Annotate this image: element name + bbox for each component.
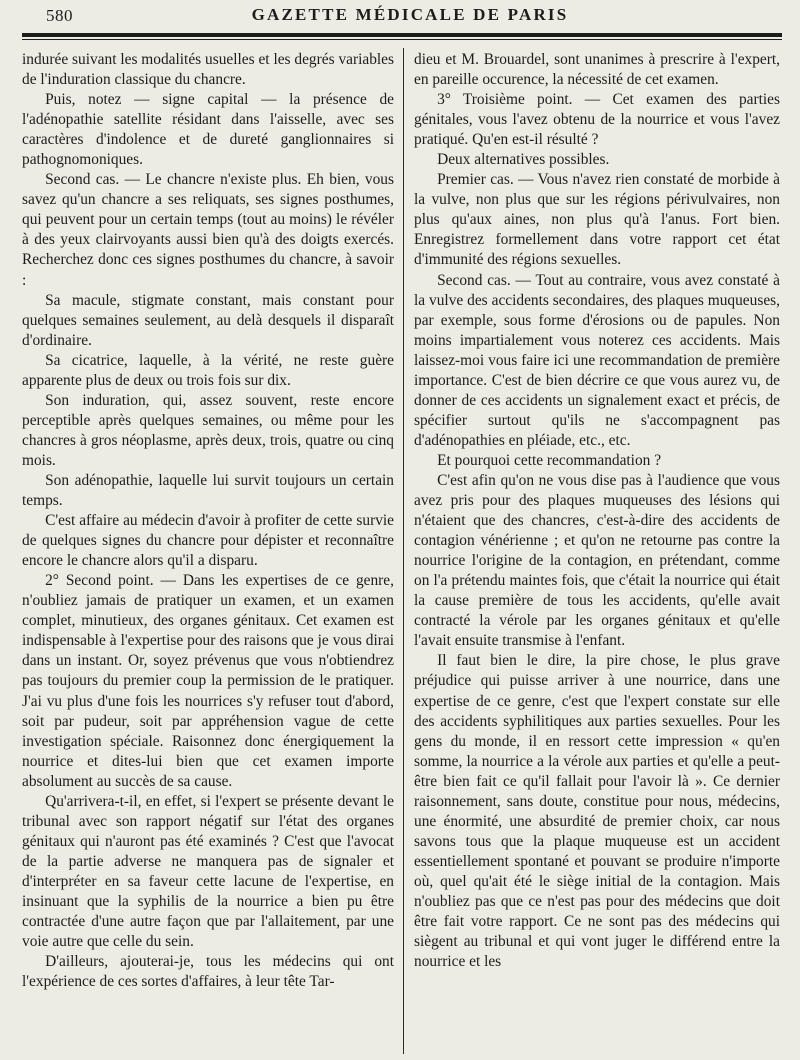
column-divider: [403, 48, 404, 1054]
paragraph: Son adénopathie, laquelle lui survit toujours un certain temps.: [22, 471, 394, 510]
paragraph: Sa macule, stigmate constant, mais constant pour quelques semaines seulement, au delà desquels il disparaît d'ordinaire.: [22, 291, 394, 349]
paragraph: Sa cicatrice, laquelle, à la vérité, ne reste guère apparente plus de deux ou trois fois sur dix.: [22, 351, 394, 389]
paragraph: indurée suivant les modalités usuelles et les degrés variables de l'induration classique du chancre.: [22, 51, 394, 89]
paragraph: Second cas. — Tout au contraire, vous avez constaté à la vulve des accidents secondaires, des plaques muqueuses, par exemple, sous forme d'érosions ou de papules. Non moins impartialement vous noterez ces accidents. Mais laissez-moi vous faire ici une recommandation de première importance. C'est de bien décrire ce que vous aurez vu, de donner de ces accidents un signalement exact et précis, de spécifier surtout qu'ils ne s'accompagnent pas d'adénopathies en pléiade, etc., etc.: [414, 271, 780, 449]
page-number: 580: [46, 6, 73, 25]
header-rule-thin: [22, 39, 782, 40]
paragraph: Premier cas. — Vous n'avez rien constaté de morbide à la vulve, non plus que sur les régions périvulvaires, non plus qu'aux aines, non plus qu'à l'anus. Fort bien. Enregistrez formellement dans votre rapport cet état d'immunité des régions sexuelles.: [414, 171, 780, 269]
paragraph: C'est afin qu'on ne vous dise pas à l'audience que vous avez pris pour des plaques muqueuses des lésions qui n'étaient que des chancres, c'est-à-dire des accidents de contagion vénérienne ; et qu'on ne retourne pas contre la nourrice l'origine de la contagion, en prétendant, comme on l'a prétendu maintes fois, que c'était la nourrice qui était la cause première de tous les accidents, qu'elle avait contracté la vérole par les organes génitaux et qu'elle l'avait ensuite transmise à l'enfant.: [414, 471, 780, 650]
paragraph: Et pourquoi cette recommandation ?: [437, 451, 662, 469]
page-header: [0, 0, 800, 44]
paragraph: dieu et M. Brouardel, sont unanimes à prescrire à l'expert, en pareille occurence, la nécessité de cet examen.: [414, 51, 780, 89]
left-column: [22, 50, 394, 1052]
paragraph: Son induration, qui, assez souvent, reste encore perceptible après quelques semaines, ou même pour les chancres à gros néoplasme, après deux, trois, quatre ou cinq mois.: [22, 391, 394, 469]
paragraph: Puis, notez — signe capital — la présence de l'adénopathie satellite résidant dans l'aisselle, avec ses caractères d'indolence et de dureté ganglionnaires si pathognomoniques.: [22, 91, 394, 169]
paragraph: D'ailleurs, ajouterai-je, tous les médecins qui ont l'expérience de ces sortes d'affaires, à leur tête Tar-: [22, 953, 394, 991]
paragraph: Deux alternatives possibles.: [437, 151, 610, 169]
paragraph: Il faut bien le dire, la pire chose, le plus grave préjudice qui puisse arriver à une nourrice, dans une expertise de ce genre, c'est que l'expert constate sur elle des accidents syphilitiques aux parties sexuelles. Pour les gens du monde, il en ressort cette impression « qu'en somme, la nourrice a la vérole aux parties et qu'elle a peut-être bien fait ce qu'il fallait pour l'avoir là ». Ce dernier raisonnement, sans doute, constitue pour nous, médecins, une énormité, une absurdité de premier choix, car nous savons tous que la plaque muqueuse est un accident essentiellement spontané et pouvant se produire n'importe où, quel qu'ait été le siège initial de la contagion. Mais n'oubliez pas que ce n'est pas pour des médecins que doit être fait votre rapport. Ce ne sont pas des médecins qui siègent au tribunal et qui vont juger le différend entre la nourrice et les: [414, 652, 780, 971]
paragraph: Second cas. — Le chancre n'existe plus. Eh bien, vous savez qu'un chancre a ses reliquats, ses signes posthumes, qui peuvent pour un certain temps (tout au moins) le révéler à des yeux clairvoyants aussi bien qu'à des doigts exercés. Recherchez donc ces signes posthumes du chancre, à savoir :: [22, 171, 394, 289]
journal-title: GAZETTE MÉDICALE DE PARIS: [251, 5, 569, 24]
right-column: [414, 50, 780, 1052]
paragraph: 3° Troisième point. — Cet examen des parties génitales, vous l'avez obtenu de la nourrice et vous l'avez pratiqué. Qu'en est-il résulté ?: [414, 91, 780, 149]
paragraph: Qu'arrivera-t-il, en effet, si l'expert se présente devant le tribunal avec son rapport négatif sur l'état des organes génitaux qui n'auront pas été examinés ? C'est que l'avocat de la partie adverse ne manquera pas de signaler et d'interpréter en sa faveur cette lacune de l'expertise, en insinuant que la syphilis de la nourrice a bien pu être contractée d'une autre façon que par l'allaitement, par une voie autre que celle du sein.: [22, 792, 394, 951]
paragraph: 2° Second point. — Dans les expertises de ce genre, n'oubliez jamais de pratiquer un examen, et un examen complet, minutieux, des organes génitaux. Cet examen est indispensable à l'expertise pour des raisons que je vous dirai dans un instant. Or, soyez prévenus que vous n'obtiendrez pas toujours du premier coup la permission de le pratiquer. J'ai vu plus d'une fois les nourrices s'y refuser tout d'abord, soit par pudeur, soit par appréhension vague de cette investigation spéciale. Raisonnez donc énergiquement la nourrice et dites-lui bien que cet examen importe absolument au succès de sa cause.: [22, 572, 394, 790]
paragraph: C'est affaire au médecin d'avoir à profiter de cette survie de quelques signes du chancre pour dépister et reconnaître encore le chancre alors qu'il a disparu.: [22, 512, 394, 570]
header-rule-thick: [22, 33, 782, 37]
